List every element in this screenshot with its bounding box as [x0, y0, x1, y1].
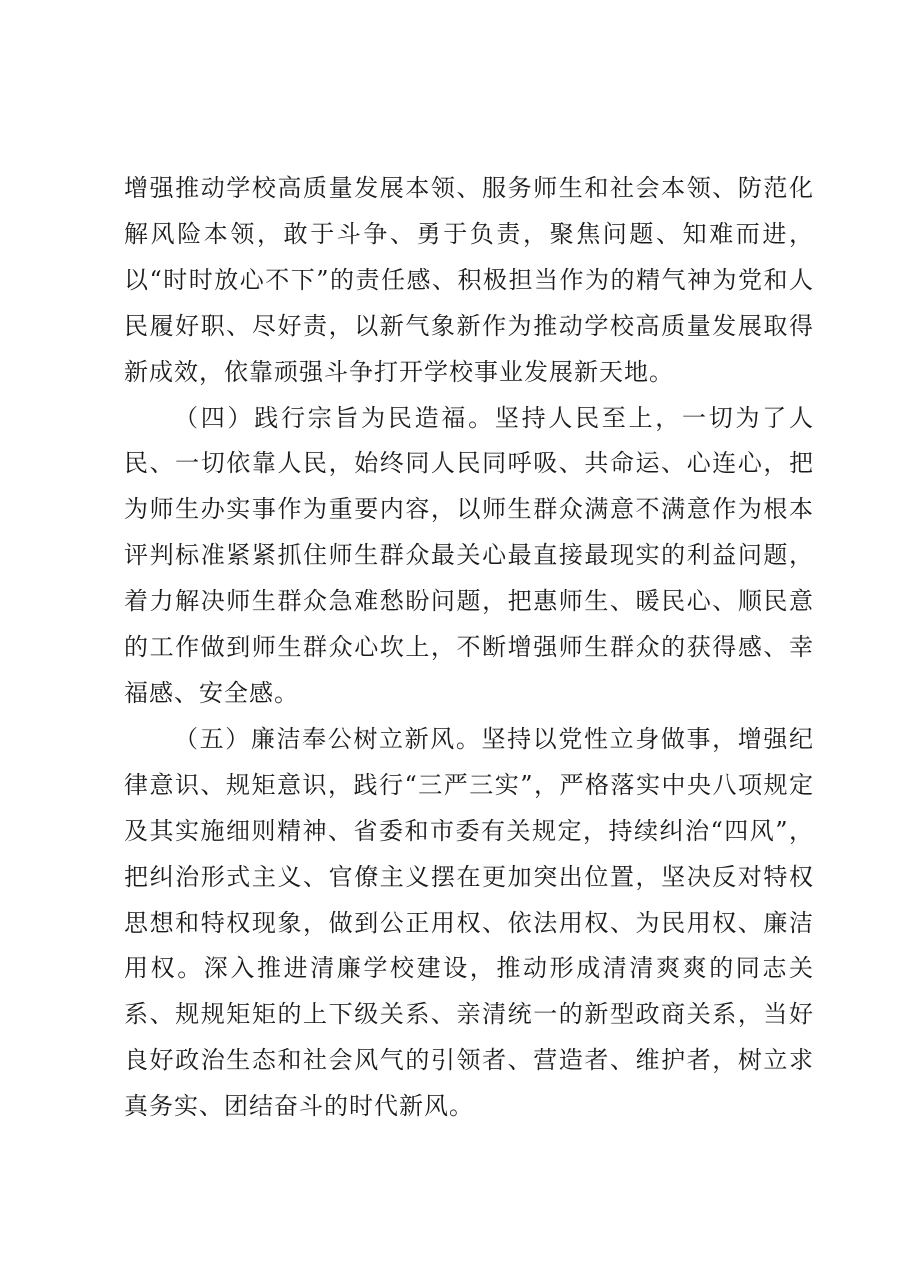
paragraph-section-four: （四）践行宗旨为民造福。坚持人民至上，一切为了人民、一切依靠人民，始终同人民同呼吸、共命运、心连心，把为师生办实事作为重要内容，以师生群众满意不满意作为根本评判标准紧紧抓住师生群众最关心最直接最现实的利益问题，着力解决师生群众急难愁盼问题，把惠师生、暖民心、顺民意的工作做到师生群众心坎上，不断增强师生群众的获得感、幸福感、安全感。	[124, 403, 814, 707]
paragraph-section-five: （五）廉洁奉公树立新风。坚持以党性立身做事，增强纪律意识、规矩意识，践行“三严三实”，严格落实中央八项规定及其实施细则精神、省委和市委有关规定，持续纠治“四风”，把纠治形式主义、官僚主义摆在更加突出位置，坚决反对特权思想和特权现象，做到公正用权、依法用权、为民用权、廉洁用权。深入推进清廉学校建设，推动形成清清爽爽的同志关系、规规矩矩的上下级关系、亲清统一的新型政商关系，当好良好政治生态和社会风气的引领者、营造者、维护者，树立求真务实、团结奋斗的时代新风。	[124, 724, 814, 1121]
document-body	[124, 166, 814, 1130]
paragraph-continuation: 增强推动学校高质量发展本领、服务师生和社会本领、防范化解风险本领，敢于斗争、勇于负责，聚焦问题、知难而进，以“时时放心不下”的责任感、积极担当作为的精气神为党和人民履好职、尽好责，以新气象新作为推动学校高质量发展取得新成效，依靠顽强斗争打开学校事业发展新天地。	[124, 174, 814, 386]
